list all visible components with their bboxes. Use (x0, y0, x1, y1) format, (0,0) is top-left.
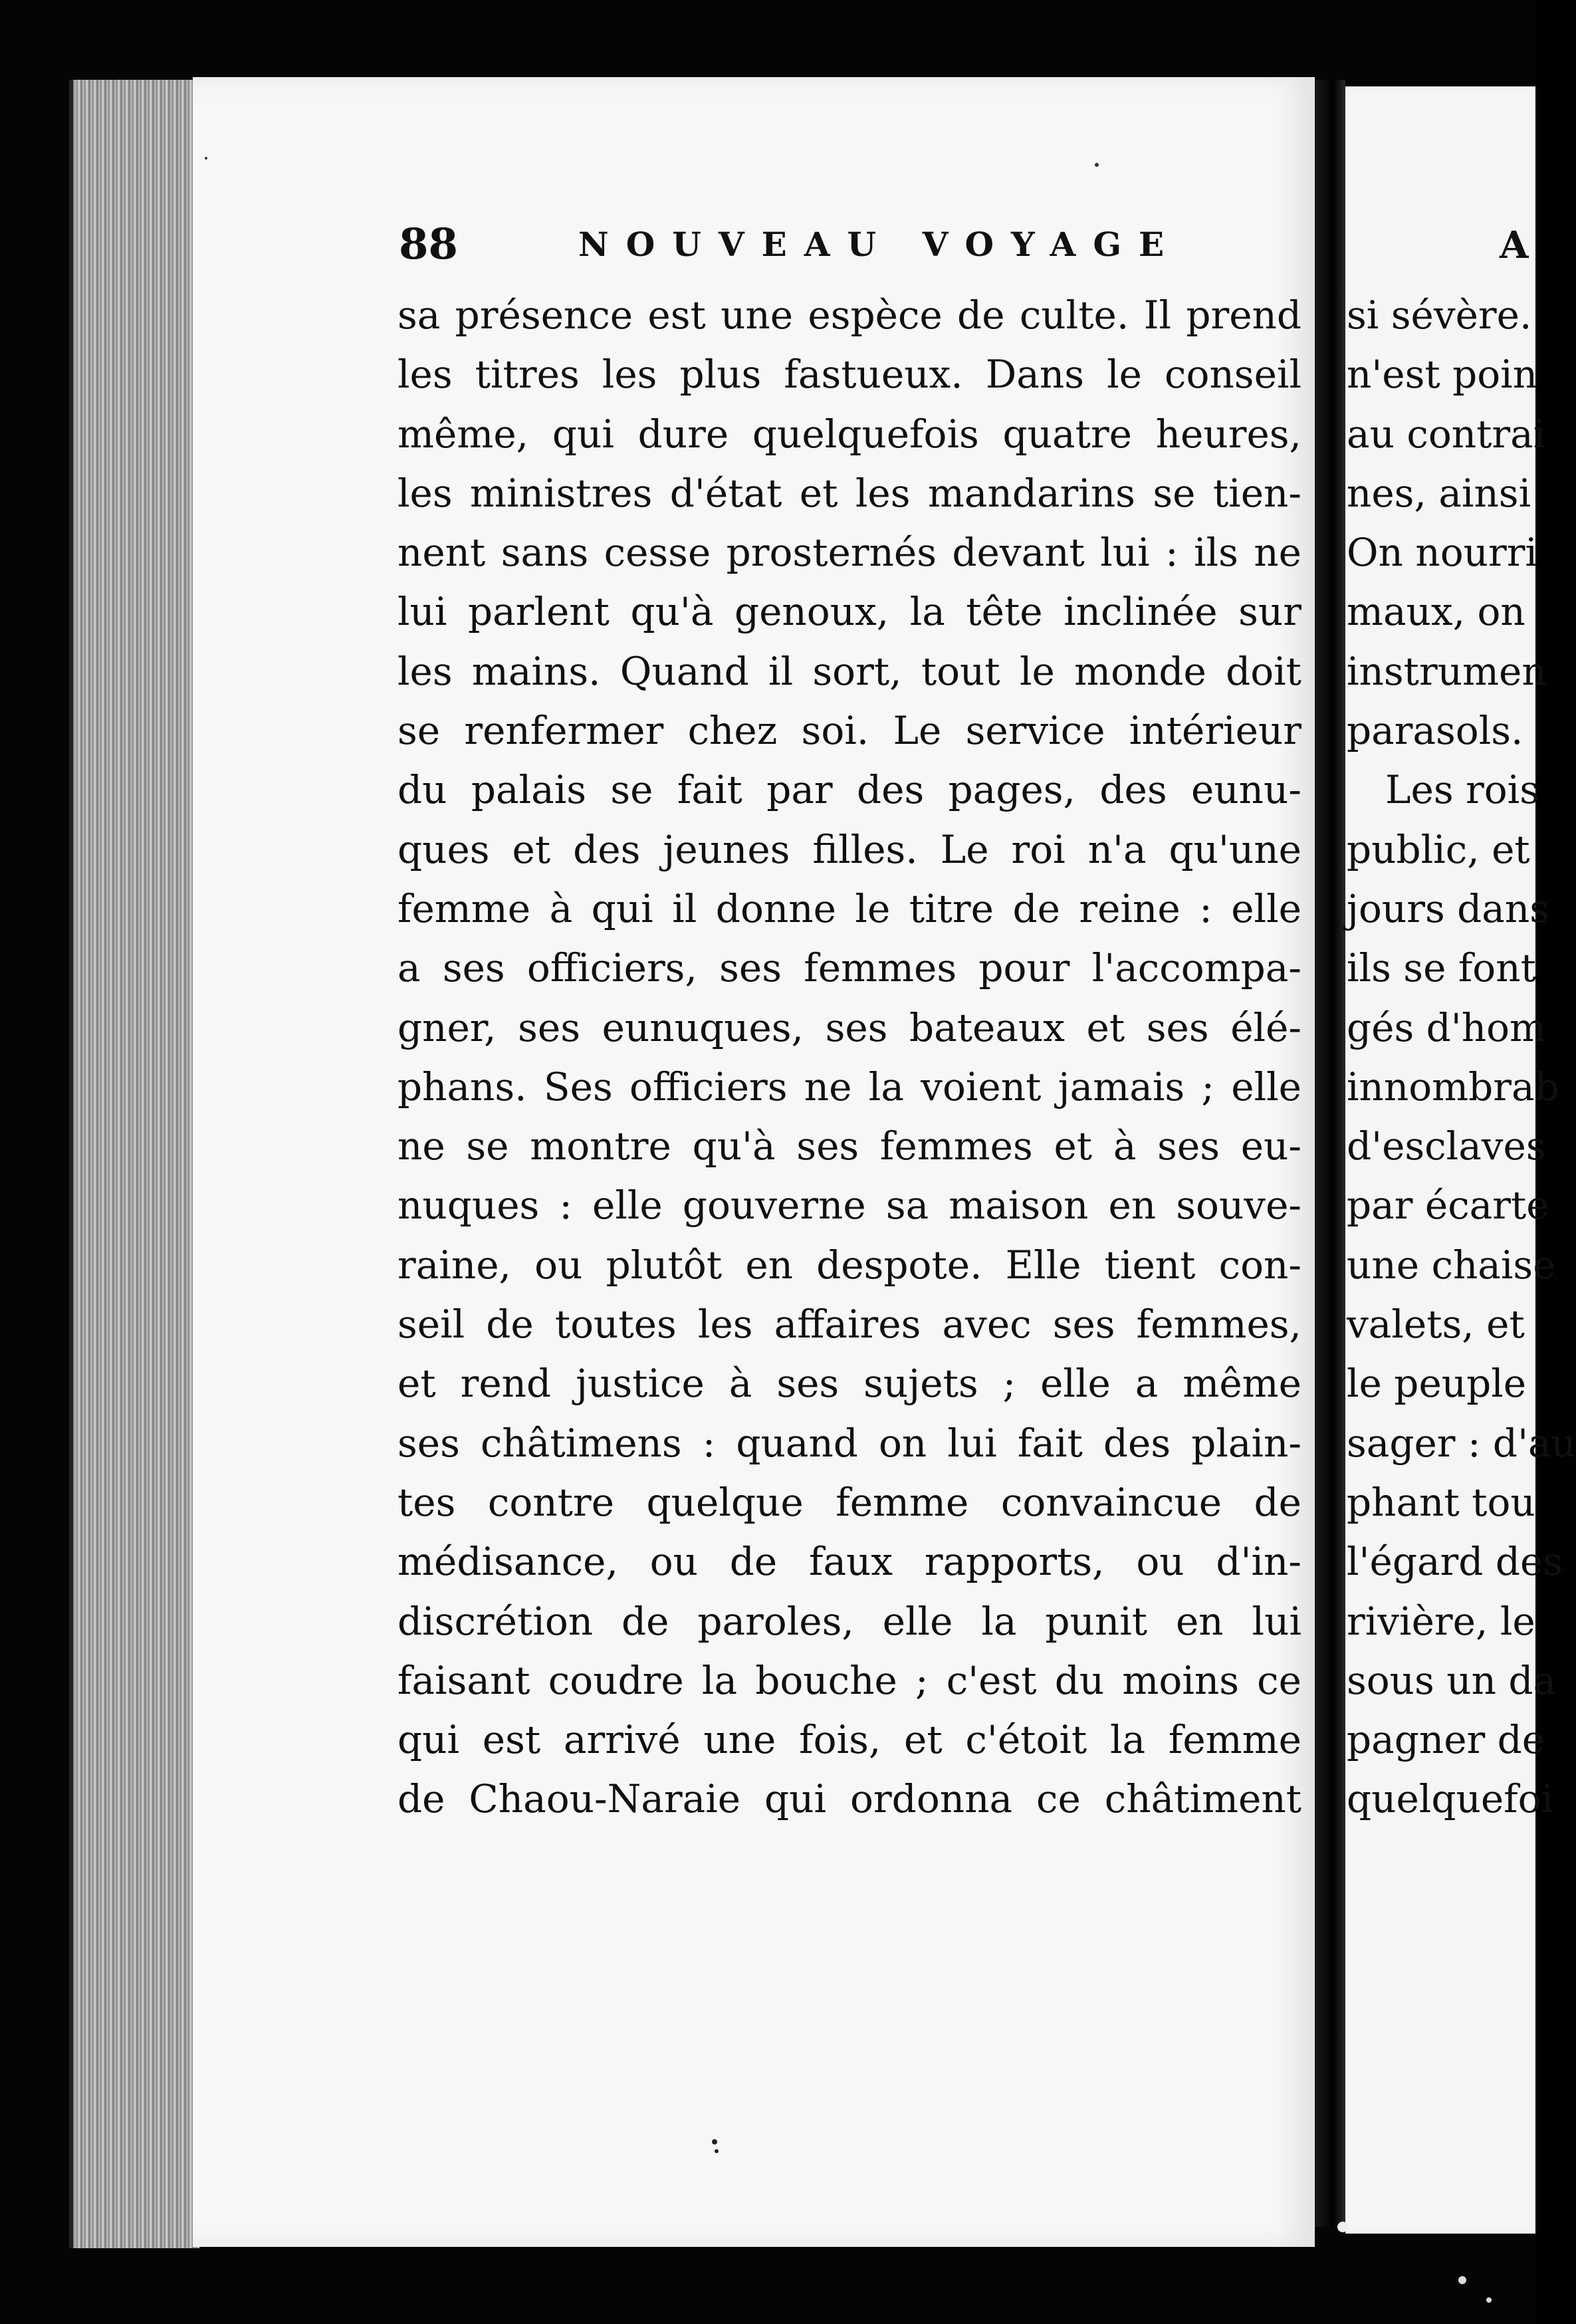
text-line: raine, ou plutôt en despote. Elle tient con- (397, 1242, 1301, 1288)
text-line: au contrai (1347, 411, 1546, 457)
book-fore-edge (69, 80, 199, 2248)
text-line: maux, on (1347, 589, 1525, 635)
text-line: phant tou (1347, 1479, 1535, 1525)
text-line: une chaise (1347, 1242, 1556, 1288)
text-line: pagner de (1347, 1717, 1545, 1763)
text-line: parasols. (1347, 708, 1523, 754)
text-line: le peuple (1347, 1361, 1527, 1407)
text-line: ne se montre qu'à ses femmes et à ses eu- (397, 1123, 1301, 1169)
text-line: de Chaou-Naraie qui ordonna ce châtiment (397, 1776, 1301, 1822)
text-line: les ministres d'état et les mandarins se tien- (397, 470, 1301, 516)
left-page-body (397, 286, 1301, 1829)
text-line: instrumen (1347, 648, 1547, 694)
running-head-title: NOUVEAU VOYAGE (578, 224, 1182, 264)
text-line: nent sans cesse prosternés devant lui : ils ne (397, 530, 1301, 576)
text-line: rivière, le (1347, 1598, 1535, 1644)
text-line: lui parlent qu'à genoux, la tête inclinée sur (397, 589, 1301, 635)
book-gutter (1315, 80, 1345, 2227)
text-line: sager : d'au (1347, 1420, 1576, 1466)
text-line: faisant coudre la bouche ; c'est du moins ce (397, 1657, 1301, 1703)
text-line: et rend justice à ses sujets ; elle a même (397, 1361, 1301, 1407)
text-line: tes contre quelque femme convaincue de (397, 1479, 1301, 1525)
text-line: femme à qui il donne le titre de reine : elle (397, 885, 1301, 931)
text-line: jours dans (1347, 885, 1550, 931)
running-head (399, 214, 1303, 274)
text-line: ses châtimens : quand on lui fait des plain- (397, 1420, 1301, 1466)
text-line: public, et (1347, 826, 1530, 872)
text-line: d'esclaves (1347, 1123, 1546, 1169)
text-line: médisance, ou de faux rapports, ou d'in- (397, 1539, 1301, 1585)
text-line: seil de toutes les affaires avec ses femmes, (397, 1302, 1301, 1347)
text-line: l'égard des (1347, 1539, 1563, 1585)
text-line: qui est arrivé une fois, et c'étoit la femme (397, 1717, 1301, 1763)
text-line: innombrab (1347, 1064, 1559, 1109)
text-line: phans. Ses officiers ne la voient jamais ; elle (397, 1064, 1301, 1109)
text-line: Les rois (1385, 767, 1539, 813)
text-line: ques et des jeunes filles. Le roi n'a qu'une (397, 826, 1301, 872)
text-line: valets, et (1347, 1302, 1525, 1347)
text-line: sous un da (1347, 1657, 1557, 1703)
text-line: sa présence est une espèce de culte. Il prend (397, 292, 1301, 338)
text-line: n'est poin (1347, 352, 1538, 398)
page-number: 88 (399, 219, 459, 269)
text-line: se renfermer chez soi. Le service intérieur (397, 708, 1301, 754)
text-line: les titres les plus fastueux. Dans le conseil (397, 352, 1301, 398)
text-line: gner, ses eunuques, ses bateaux et ses élé- (397, 1004, 1301, 1050)
text-line: ils se font (1347, 945, 1536, 991)
right-running-head: A (1500, 223, 1529, 267)
text-line: les mains. Quand il sort, tout le monde doit (397, 648, 1301, 694)
text-line: quelquefoi (1347, 1776, 1554, 1822)
text-line: discrétion de paroles, elle la punit en lui (397, 1598, 1301, 1644)
text-line: même, qui dure quelquefois quatre heures, (397, 411, 1301, 457)
text-line: nuques : elle gouverne sa maison en souve- (397, 1183, 1301, 1228)
right-page-body (1347, 286, 1576, 1829)
text-line: a ses officiers, ses femmes pour l'accompa- (397, 945, 1301, 991)
text-line: du palais se fait par des pages, des eunu- (397, 767, 1301, 813)
text-line: par écarte (1347, 1183, 1549, 1228)
text-line: nes, ainsi (1347, 470, 1531, 516)
text-line: gés d'hom (1347, 1004, 1546, 1050)
text-line: si sévère. (1347, 292, 1532, 338)
text-line: On nourri (1347, 530, 1537, 576)
